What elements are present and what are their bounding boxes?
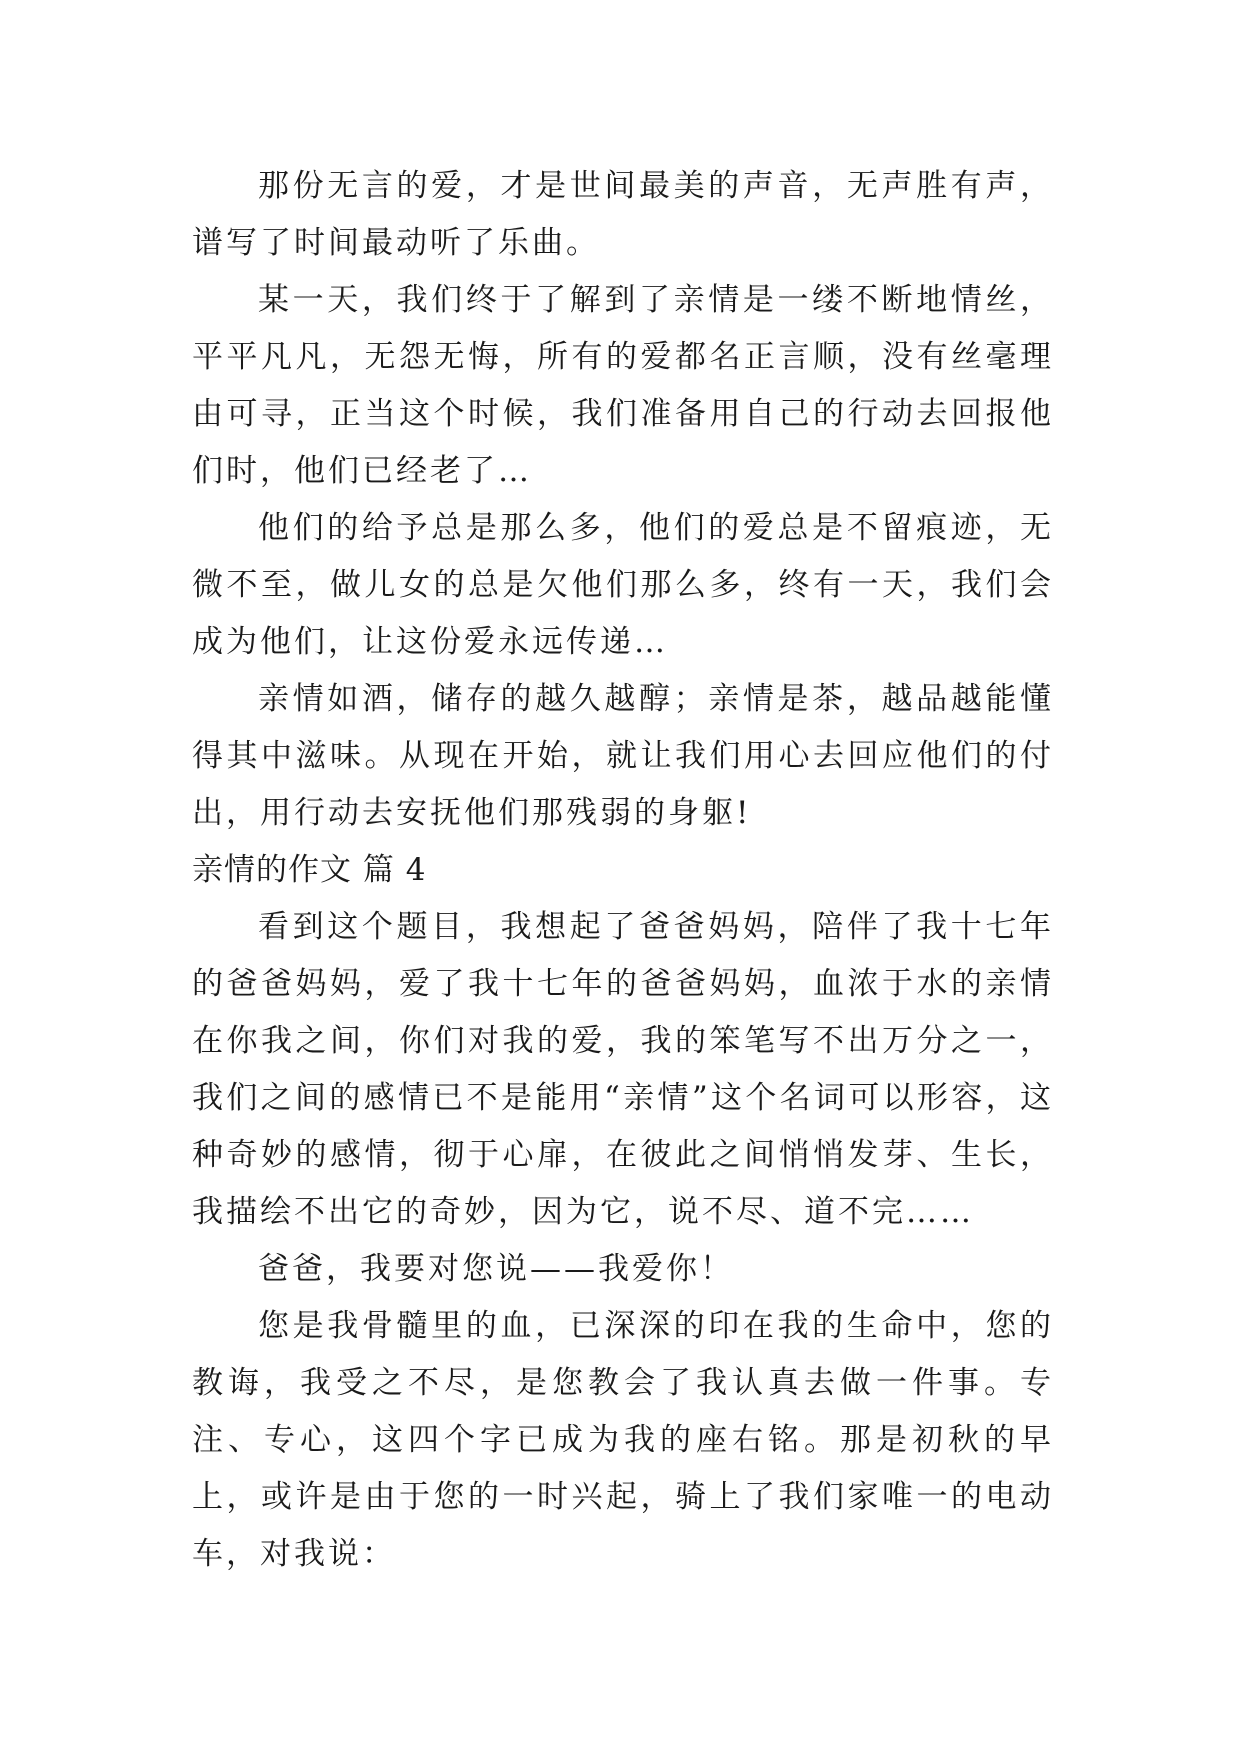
section-heading: 亲情的作文 篇 4	[192, 852, 427, 888]
document-page	[192, 158, 1054, 1583]
paragraph: 那份无言的爱，才是世间最美的声音，无声胜有声，谱写了时间最动听了乐曲。	[192, 168, 1054, 261]
paragraph: 爸爸，我要对您说——我爱你！	[258, 1251, 734, 1287]
paragraph: 看到这个题目，我想起了爸爸妈妈，陪伴了我十七年的爸爸妈妈，爱了我十七年的爸爸妈妈，血浓于水的亲情在你我之间，你们对我的爱，我的笨笔写不出万分之一，我们之间的感情已不是能用“亲情”这个名词可以形容，这种奇妙的感情，彻于心扉，在彼此之间悄悄发芽、生长，我描绘不出它的奇妙，因为它，说不尽、道不完……	[192, 909, 1054, 1230]
paragraph: 您是我骨髓里的血，已深深的印在我的生命中，您的教诲，我受之不尽，是您教会了我认真去做一件事。专注、专心，这四个字已成为我的座右铭。那是初秋的早上，或许是由于您的一时兴起，骑上了我们家唯一的电动车，对我说：	[192, 1308, 1054, 1572]
paragraph: 他们的给予总是那么多，他们的爱总是不留痕迹，无微不至，做儿女的总是欠他们那么多，终有一天，我们会成为他们，让这份爱永远传递…	[192, 510, 1054, 660]
paragraph: 某一天，我们终于了解到了亲情是一缕不断地情丝，平平凡凡，无怨无悔，所有的爱都名正言顺，没有丝毫理由可寻，正当这个时候，我们准备用自己的行动去回报他们时，他们已经老了…	[192, 282, 1054, 489]
paragraph: 亲情如酒，储存的越久越醇；亲情是茶，越品越能懂得其中滋味。从现在开始，就让我们用心去回应他们的付出，用行动去安抚他们那残弱的身躯!	[192, 681, 1054, 831]
